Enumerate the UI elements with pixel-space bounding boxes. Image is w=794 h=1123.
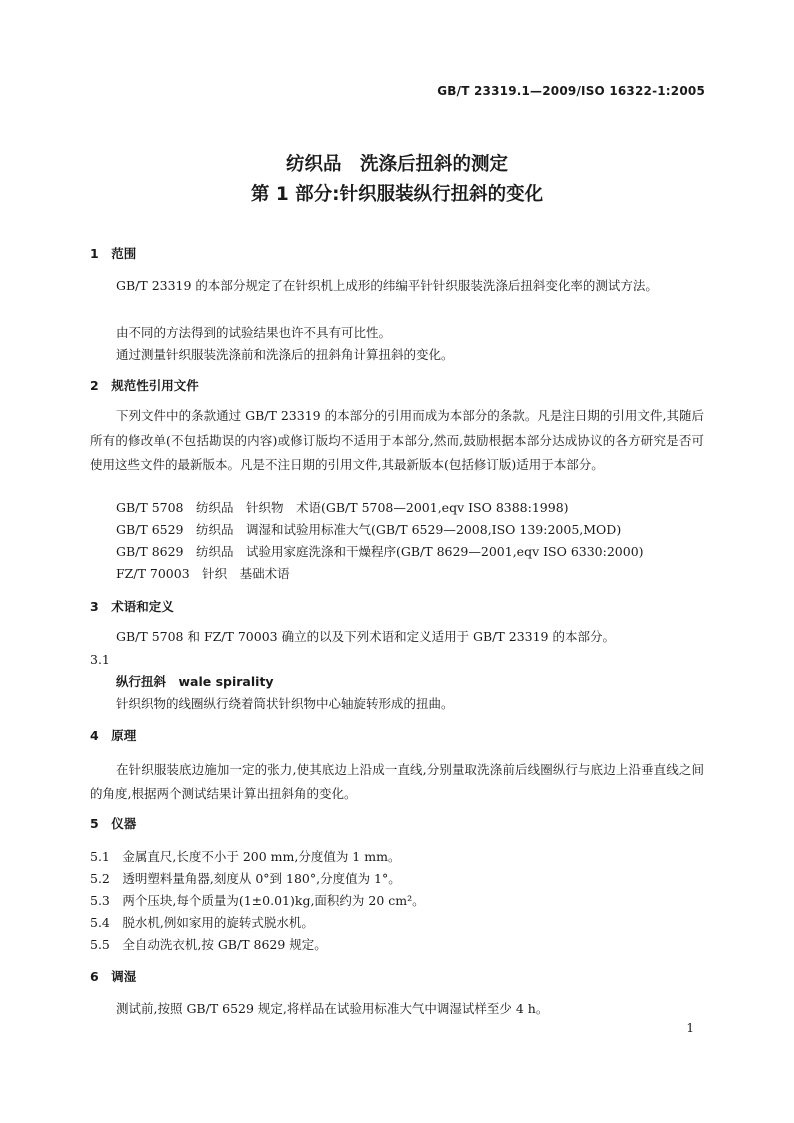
subclause-number: 3.1 [90, 652, 110, 667]
section-6-para-1: 测试前,按照 GB/T 6529 规定,将样品在试验用标准大气中调湿试样至少 4 h。 [116, 1001, 549, 1016]
document-title-line2: 第 1 部分:针织服装纵行扭斜的变化 [250, 184, 544, 205]
reference-item: FZ/T 70003 针织 基础术语 [116, 566, 290, 581]
section-1-para-2: 由不同的方法得到的试验结果也许不具有可比性。 [116, 325, 392, 340]
page-number: 1 [686, 1021, 694, 1035]
apparatus-item: 5.1 金属直尺,长度不小于 200 mm,分度值为 1 mm。 [90, 849, 401, 864]
section-1-para-1: GB/T 23319 的本部分规定了在针织机上成形的纬编平针针织服装洗涤后扭斜变化率的测试方法。 [116, 278, 658, 293]
section-2-para-1: 下列文件中的条款通过 GB/T 23319 的本部分的引用而成为本部分的条款。凡是注日期的引用文件,其随后所有的修改单(不包括勘误的内容)或修订版均不适用于本部分,然而,鼓励根据本部分达成协议的各方研究是否可使用这些文件的最新版本。凡是不注日期的引用文件,其最新版本(包括修订版)适用于本部分。 [90, 408, 704, 472]
reference-item: GB/T 8629 纺织品 试验用家庭洗涤和干燥程序(GB/T 8629—2001,eqv ISO 6330:2000) [116, 544, 644, 559]
section-2-heading: 2 规范性引用文件 [90, 378, 199, 393]
term-entry: 纵行扭斜 wale spirality [116, 674, 274, 689]
section-1-heading: 1 范围 [90, 246, 137, 261]
reference-item: GB/T 6529 纺织品 调湿和试验用标准大气(GB/T 6529—2008,ISO 139:2005,MOD) [116, 522, 622, 537]
section-3-heading: 3 术语和定义 [90, 599, 174, 614]
term-definition: 针织织物的线圈纵行绕着筒状针织物中心轴旋转形成的扭曲。 [116, 696, 454, 711]
section-6-heading: 6 调湿 [90, 969, 137, 984]
standard-code: GB/T 23319.1—2009/ISO 16322-1:2005 [437, 84, 705, 98]
document-title-line1: 纺织品 洗涤后扭斜的测定 [285, 154, 508, 175]
reference-item: GB/T 5708 纺织品 针织物 术语(GB/T 5708—2001,eqv ISO 8388:1998) [116, 500, 569, 515]
apparatus-item: 5.2 透明塑料量角器,刻度从 0°到 180°,分度值为 1°。 [90, 871, 401, 886]
section-4-para-1: 在针织服装底边施加一定的张力,使其底边上沿成一直线,分别量取洗涤前后线圈纵行与底边上沿垂直线之间的角度,根据两个测试结果计算出扭斜角的变化。 [90, 762, 704, 801]
apparatus-item: 5.3 两个压块,每个质量为(1±0.01)kg,面积约为 20 cm²。 [90, 893, 425, 908]
section-4-heading: 4 原理 [90, 728, 137, 743]
apparatus-item: 5.5 全自动洗衣机,按 GB/T 8629 规定。 [90, 937, 327, 952]
section-1-para-3: 通过测量针织服装洗涤前和洗涤后的扭斜角计算扭斜的变化。 [116, 347, 454, 362]
apparatus-item: 5.4 脱水机,例如家用的旋转式脱水机。 [90, 915, 314, 930]
section-5-heading: 5 仪器 [90, 816, 137, 831]
section-3-para-1: GB/T 5708 和 FZ/T 70003 确立的以及下列术语和定义适用于 GB/T 23319 的本部分。 [116, 629, 615, 644]
